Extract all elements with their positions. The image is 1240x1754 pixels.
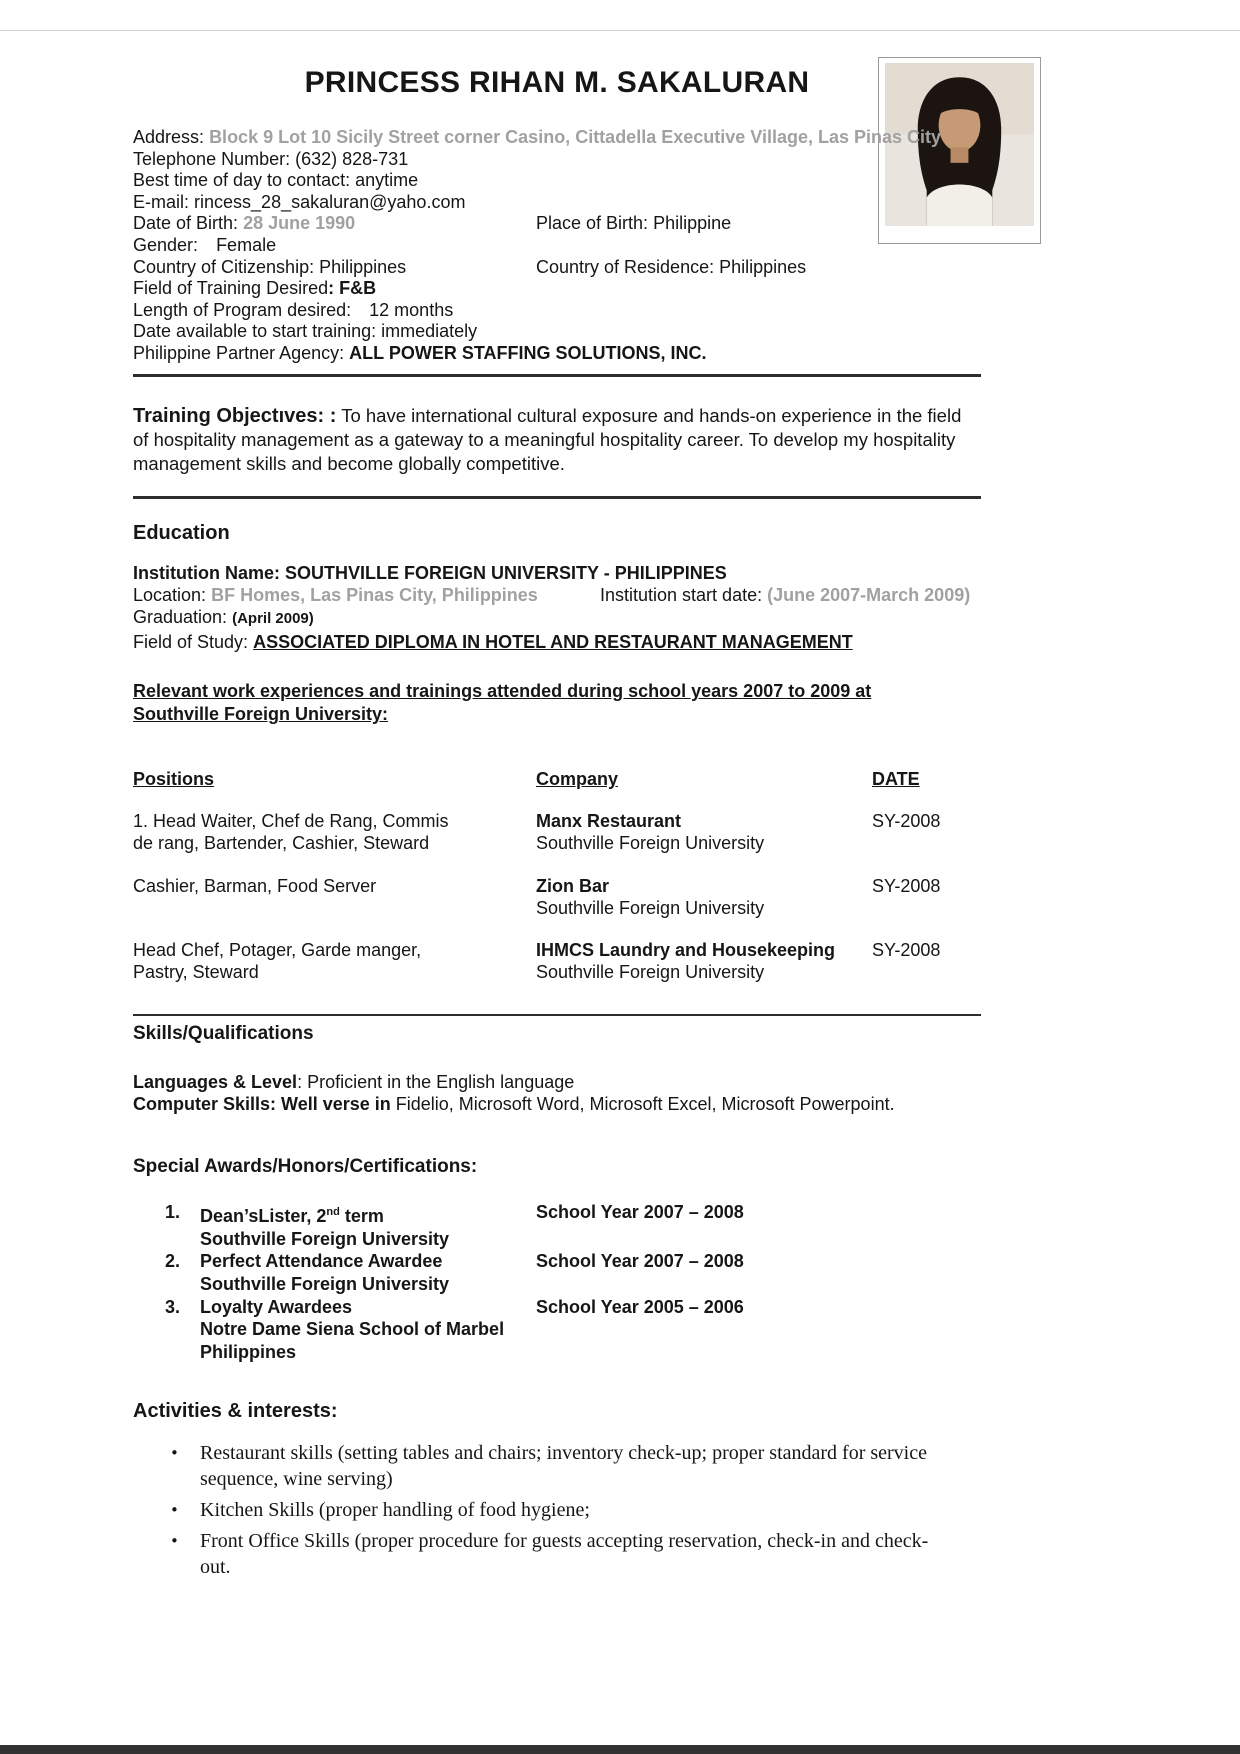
partner-agency-value: ALL POWER STAFFING SOLUTIONS, INC. — [349, 342, 707, 363]
section-divider — [133, 374, 981, 377]
graduation-value: (April 2009) — [232, 610, 314, 628]
contact-line-partner-agency — [133, 343, 981, 365]
activity-text: Kitchen Skills (proper handling of food hygiene; — [200, 1498, 590, 1521]
contact-line-availability — [133, 321, 981, 343]
training-objectives — [133, 404, 981, 476]
section-divider — [133, 1014, 981, 1016]
company-name: Manx Restaurant — [536, 811, 682, 832]
award-year: School Year 2005 – 2006 — [536, 1296, 744, 1317]
activity-item — [133, 1528, 981, 1580]
award-year: School Year 2007 – 2008 — [536, 1202, 744, 1223]
email-label: E-mail: — [133, 191, 190, 212]
activities-list — [133, 1440, 981, 1580]
bullet-icon — [170, 1497, 200, 1523]
award-title: Perfect Attendance Awardee — [200, 1251, 443, 1272]
email-value: rincess_28_sakaluran@yaho.com — [194, 191, 466, 212]
position-cell: Head Chef, Potager, Garde manger, Pastry, Steward — [133, 940, 422, 983]
institution-line — [133, 562, 981, 584]
contact-section — [133, 127, 981, 365]
award-item — [133, 1296, 981, 1364]
institution-start-date — [600, 584, 970, 606]
institution-label: Institution Name: — [133, 562, 280, 583]
date-cell: SY-2008 — [872, 940, 941, 961]
languages-value: : Proficient in the English language — [297, 1072, 575, 1093]
page-bottom-bar — [0, 1745, 1240, 1754]
contact-line-program-length — [133, 300, 981, 322]
bullet-icon — [170, 1440, 200, 1492]
award-body — [200, 1296, 536, 1364]
date-cell: SY-2008 — [872, 875, 941, 896]
computer-skills-line — [133, 1094, 981, 1116]
place-of-birth — [536, 213, 731, 235]
training-objectives-text: To have international cultural exposure and hands-on experience in the field of hospitality management as a gateway to a meaningful hospitality career. To develop my hospitality management skills and become globally competitive. — [133, 404, 962, 474]
company-cell — [536, 811, 872, 855]
work-note-line2: Southville Foreign University: — [133, 704, 389, 725]
award-item — [133, 1201, 981, 1250]
training-field-value: : F&B — [328, 278, 377, 299]
place-of-birth-label: Place of Birth: — [536, 213, 649, 234]
telephone-value: (632) 828-731 — [295, 148, 409, 169]
institution-value: SOUTHVILLE FOREIGN UNIVERSITY - PHILIPPINES — [285, 562, 727, 583]
experience-table-header — [133, 769, 981, 790]
contact-line-gender — [133, 235, 981, 257]
telephone-label: Telephone Number: — [133, 148, 291, 169]
location — [133, 584, 600, 606]
graduation-line — [133, 606, 981, 630]
computer-skills-value: Fidelio, Microsoft Word, Microsoft Excel, Microsoft Powerpoint. — [395, 1093, 895, 1114]
skills-heading: Skills/Qualifications — [133, 1023, 314, 1045]
page-top-rule — [0, 30, 1240, 31]
field-of-study-value: ASSOCIATED DIPLOMA IN HOTEL AND RESTAURANT MANAGEMENT — [253, 631, 853, 652]
date-of-birth-value: 28 June 1990 — [243, 213, 356, 234]
field-of-study-label: Field of Study: — [133, 631, 249, 652]
award-org: Notre Dame Siena School of Marbel — [200, 1319, 505, 1340]
company-cell — [536, 876, 872, 920]
header-positions: Positions — [133, 769, 215, 790]
place-of-birth-value: Philippine — [653, 213, 732, 234]
activity-text: Restaurant skills (setting tables and chairs; inventory check-up; proper standard for service sequence, wine serving) — [200, 1441, 927, 1490]
experience-row — [133, 876, 981, 920]
award-title: Dean’sLister, 2nd term — [200, 1206, 384, 1227]
award-body — [200, 1250, 536, 1295]
residence-value: Philippines — [719, 256, 807, 277]
company-sub: Southville Foreign University — [536, 897, 765, 918]
residence — [536, 257, 806, 279]
program-length-value: 12 months — [369, 299, 454, 320]
best-time-value: anytime — [355, 170, 419, 191]
location-line — [133, 584, 981, 606]
award-title: Loyalty Awardees — [200, 1296, 353, 1317]
award-body — [200, 1201, 536, 1250]
header-company: Company — [536, 769, 619, 790]
contact-line-birth — [133, 213, 981, 235]
availability-value: immediately — [381, 321, 478, 342]
training-field-label: Field of Training Desired — [133, 278, 329, 299]
contact-line-country — [133, 257, 981, 279]
experience-row — [133, 811, 981, 855]
computer-skills-label: Computer Skills: Well verse in — [133, 1093, 391, 1114]
availability-label: Date available to start training: — [133, 321, 377, 342]
location-value: BF Homes, Las Pinas City, Philippines — [211, 585, 538, 606]
start-date-value: (June 2007-March 2009) — [767, 585, 971, 606]
activity-item — [133, 1497, 981, 1523]
best-time-label: Best time of day to contact: — [133, 170, 351, 191]
address-label: Address: — [133, 127, 205, 147]
contact-line-training-field — [133, 278, 981, 300]
experience-row — [133, 940, 981, 984]
resume-content — [133, 66, 981, 1585]
citizenship-label: Country of Citizenship: — [133, 256, 315, 277]
awards-list — [133, 1201, 981, 1363]
section-divider — [133, 496, 981, 499]
ordinal-suffix: nd — [326, 1206, 340, 1219]
work-experience-note — [133, 680, 981, 726]
position-cell: 1. Head Waiter, Chef de Rang, Commis de rang, Bartender, Cashier, Steward — [133, 811, 449, 854]
company-sub: Southville Foreign University — [536, 833, 765, 854]
date-cell: SY-2008 — [872, 811, 941, 832]
education-heading: Education — [133, 522, 230, 545]
award-org: Southville Foreign University — [200, 1274, 450, 1294]
training-objectives-label: Training Objectıves: : — [133, 404, 337, 427]
bullet-icon — [170, 1528, 200, 1580]
education-section — [133, 562, 981, 654]
award-org-country: Philippines — [200, 1341, 297, 1362]
award-item — [133, 1250, 981, 1295]
award-number: 2. — [165, 1251, 181, 1272]
award-number: 1. — [165, 1202, 181, 1223]
activity-text: Front Office Skills (proper procedure for guests accepting reservation, check-in and check-out. — [200, 1529, 929, 1578]
work-note-line1: Relevant work experiences and trainings attended during school years 2007 to 2009 at — [133, 681, 872, 702]
languages-label: Languages & Level — [133, 1072, 298, 1093]
skills-section — [133, 1072, 981, 1115]
location-label: Location: — [133, 585, 207, 606]
program-length-label: Length of Program desired: — [133, 299, 352, 320]
address-value: Block 9 Lot 10 Sicily Street corner Casino, Cittadella Executive Village, Las Pinas City — [209, 127, 942, 147]
date-of-birth-label: Date of Birth: — [133, 213, 239, 234]
languages-line — [133, 1072, 981, 1094]
company-name: Zion Bar — [536, 875, 610, 896]
gender-label: Gender: — [133, 234, 199, 255]
award-org: Southville Foreign University — [200, 1228, 450, 1249]
date-of-birth — [133, 213, 536, 235]
partner-agency-label: Philippine Partner Agency: — [133, 342, 345, 363]
position-cell: Cashier, Barman, Food Server — [133, 875, 377, 896]
page-title: PRINCESS RIHAN M. SAKALURAN — [304, 66, 810, 99]
gender-value: Female — [216, 234, 277, 255]
start-date-label: Institution start date: — [600, 585, 763, 606]
award-number: 3. — [165, 1296, 181, 1317]
graduation-label: Graduation: — [133, 607, 228, 628]
company-cell — [536, 940, 872, 984]
awards-heading: Special Awards/Honors/Certifications: — [133, 1156, 478, 1178]
company-sub: Southville Foreign University — [536, 962, 765, 983]
contact-line-best-time — [133, 170, 981, 192]
activities-heading: Activities & interests: — [133, 1400, 338, 1423]
company-name: IHMCS Laundry and Housekeeping — [536, 940, 836, 961]
field-of-study-line — [133, 631, 981, 653]
contact-line-telephone — [133, 149, 981, 171]
contact-line-email — [133, 192, 981, 214]
header-date: DATE — [872, 769, 920, 790]
residence-label: Country of Residence: — [536, 256, 715, 277]
citizenship — [133, 257, 536, 279]
contact-line-address — [133, 127, 981, 149]
activity-item — [133, 1440, 981, 1492]
citizenship-value: Philippines — [319, 256, 407, 277]
award-year: School Year 2007 – 2008 — [536, 1251, 744, 1272]
